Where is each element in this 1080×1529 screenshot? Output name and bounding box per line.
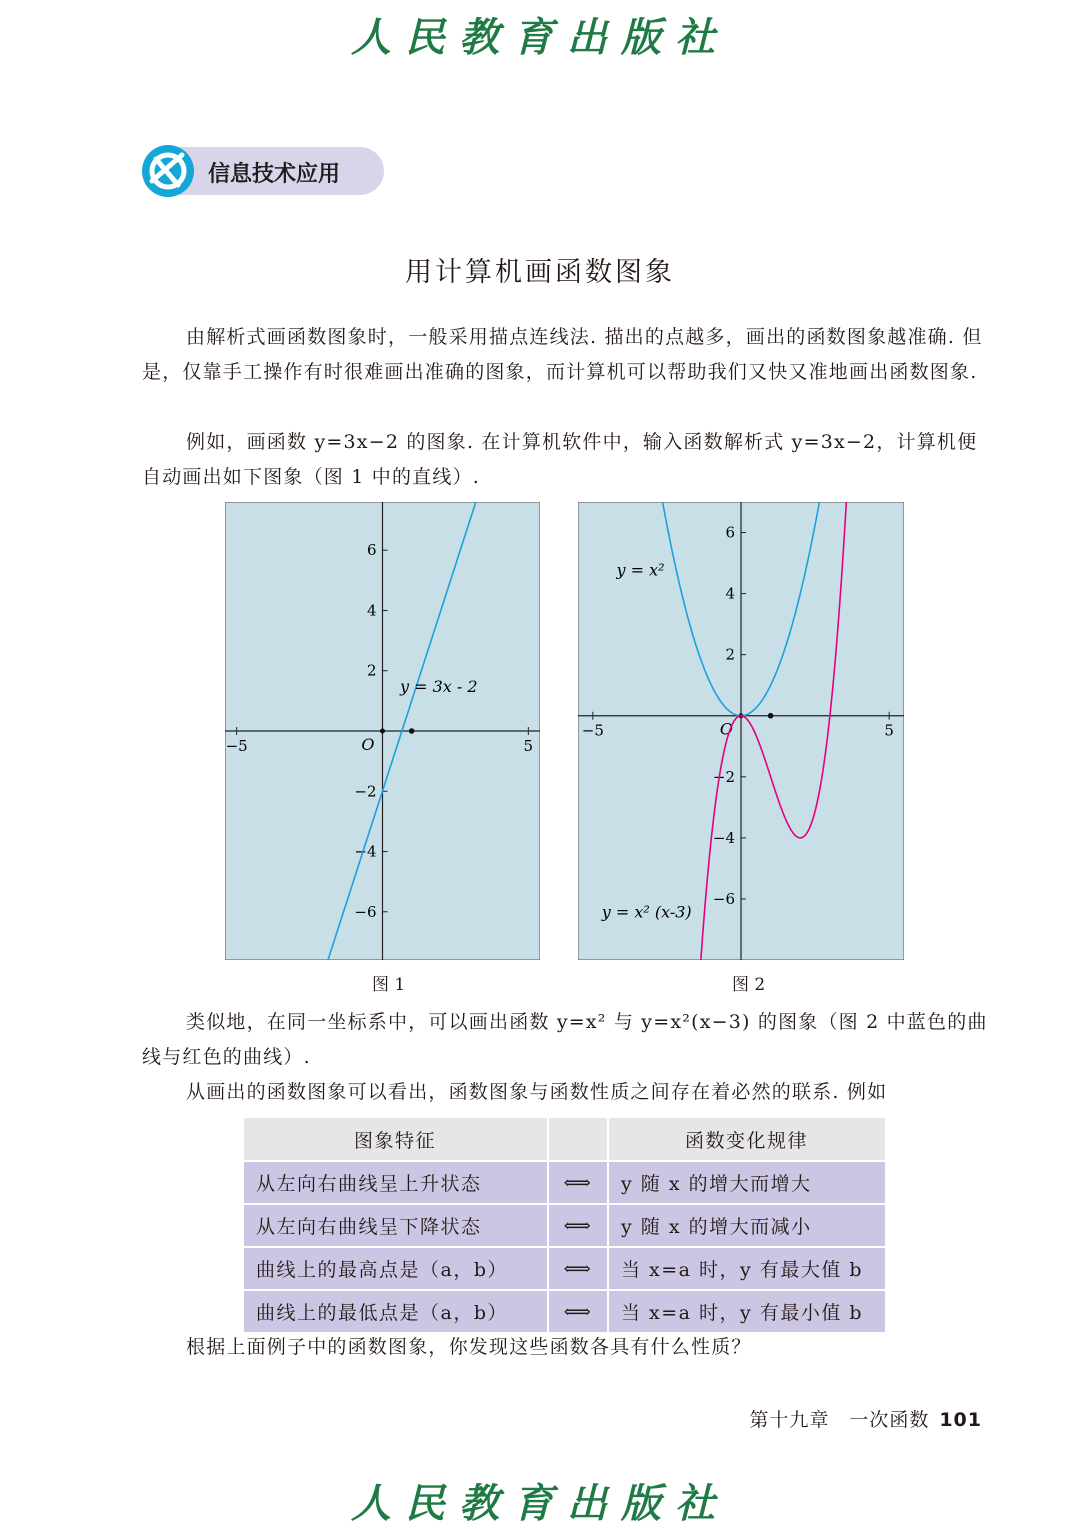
table-cell: 曲线上的最低点是（a，b） [243,1290,548,1333]
paragraph-question: 根据上面例子中的函数图象，你发现这些函数各具有什么性质？ [186,1336,752,1358]
figure-1-plot [225,502,540,960]
equivalence-icon: ⟺ [548,1204,608,1247]
table-row [243,1247,886,1290]
y-tick-label: −6 [354,902,377,921]
curve-label-cubic: y = x² (x-3) [601,902,692,922]
x-tick-label: −5 [225,737,248,755]
section-tag-label: 信息技术应用 [208,162,341,187]
equivalence-icon: ⟺ [548,1290,608,1333]
y-tick-label: 4 [725,584,735,603]
table-cell: y 随 x 的增大而增大 [608,1161,886,1204]
figure-1-caption: 图 1 [372,975,406,995]
figure-2 [578,502,904,960]
table-header-row [243,1117,886,1161]
y-tick-label: −6 [712,889,735,908]
publisher-logo-top: 人民教育出版社 [351,14,729,61]
equivalence-icon: ⟺ [548,1161,608,1204]
info-tech-icon [142,145,194,197]
figure-2-plot [578,502,904,960]
table-row [243,1290,886,1333]
unit-point [768,713,774,719]
table-cell: 当 x=a 时，y 有最大值 b [608,1247,886,1290]
y-tick-label: 6 [366,541,377,560]
table-header-cell: 图象特征 [243,1117,548,1161]
y-tick-label: 2 [366,661,377,680]
table-cell: 曲线上的最高点是（a，b） [243,1247,548,1290]
x-tick-label: 5 [884,721,894,740]
y-tick-label: −2 [354,782,377,801]
equivalence-icon: ⟺ [548,1247,608,1290]
paragraph-intro: 由解析式画函数图象时，一般采用描点连线法. 描出的点越多，画出的函数图象越准确. 但是，仅靠手工操作有时很难画出准确的图象，而计算机可以帮助我们又快又准地画出函数图象. [142,326,983,383]
section-tag [142,145,384,197]
curve-label-square: y = x² [616,560,665,580]
page-title: 用计算机画函数图象 [405,257,675,288]
page-footer [749,1405,982,1432]
y-tick-label: −2 [712,767,735,786]
table-header-cell: 函数变化规律 [608,1117,886,1161]
table-header-cell [548,1117,608,1161]
y-tick-label: 4 [366,601,377,620]
y-tick-label: −4 [354,842,377,861]
y-tick-label: −4 [712,828,735,847]
paragraph-observe: 从画出的函数图象可以看出，函数图象与函数性质之间存在着必然的联系. 例如 [186,1081,888,1103]
x-tick-label: −5 [581,721,604,740]
chapter-label: 第十九章 一次函数 [749,1409,930,1431]
table-row [243,1204,886,1247]
y-tick-label: 2 [725,645,735,664]
publisher-logo-bottom: 人民教育出版社 [351,1480,729,1527]
feature-table [242,1116,887,1334]
figure-1 [225,502,540,960]
table-cell: 从左向右曲线呈下降状态 [243,1204,548,1247]
origin-point [380,729,385,734]
table-cell: 当 x=a 时，y 有最小值 b [608,1290,886,1333]
paragraph-example: 例如，画函数 y=3x−2 的图象. 在计算机软件中，输入函数解析式 y=3x−2，计算机便自动画出如下图象（图 1 中的直线）. [142,431,978,488]
figure-2-caption: 图 2 [732,975,766,995]
unit-point [409,728,415,734]
page-number: 101 [939,1409,982,1431]
origin-label: O [719,719,733,739]
table-row [243,1161,886,1204]
x-tick-label: 5 [523,737,534,755]
origin-label: O [361,735,375,754]
paragraph-similar: 类似地，在同一坐标系中，可以画出函数 y=x² 与 y=x²(x−3) 的图象（图 2 中蓝色的曲线与红色的曲线）. [142,1011,988,1068]
y-tick-label: 6 [725,523,735,542]
curve-label-linear: y = 3x - 2 [400,676,478,696]
table-cell: y 随 x 的增大而减小 [608,1204,886,1247]
table-cell: 从左向右曲线呈上升状态 [243,1161,548,1204]
